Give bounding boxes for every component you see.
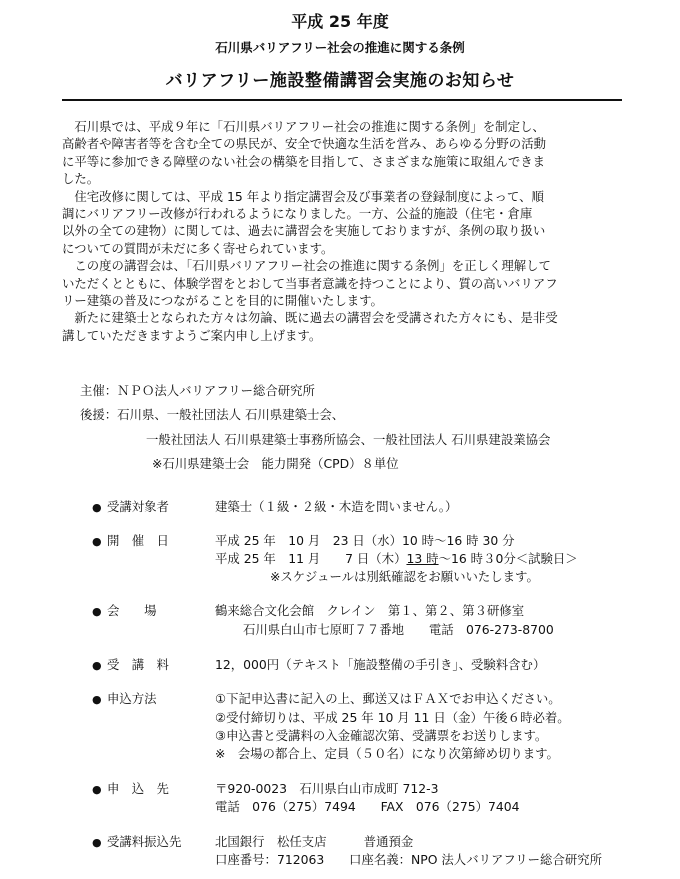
schedule-note: ※スケジュールは別紙確認をお願いいたします。 <box>270 569 539 584</box>
venue-address: 石川県白山市七原町７７番地 電話 076-273-8700 <box>243 622 554 637</box>
sponsor-line-2: 一般社団法人 石川県建築士事務所協会、一般社団法人 石川県建設業協会 <box>146 432 551 447</box>
intro-line: 石川県では、平成９年に「石川県バリアフリー社会の推進に関する条例」を制定し、 <box>62 119 545 134</box>
sponsor-line-1: 後援：石川県、一般社団法人 石川県建築士会、 <box>80 407 345 422</box>
payment-account: 口座番号：712063 口座名義：NPO 法人バリアフリー総合研究所 <box>215 852 603 867</box>
apply-method-step: ②受付締切りは、平成 25 年 10 月 11 日（金）午後６時必着。 <box>215 710 570 725</box>
apply-method-note: ※ 会場の都合上、定員（５０名）になり次第締め切ります。 <box>215 746 559 761</box>
page-title: バリアフリー施設整備講習会実施のお知らせ <box>165 71 515 91</box>
bullet-icon: ● <box>92 659 102 672</box>
intro-line: 調にバリアフリー改修が行われるようになりました。一方、公益的施設（住宅・倉庫 <box>62 205 533 221</box>
bullet-icon: ● <box>92 783 102 796</box>
fiscal-year-heading: 平成 25 年度 <box>291 12 389 31</box>
intro-line: に平等に参加できる障壁のない社会の構築を目指して、さまざまな施策に取組んできま <box>62 153 545 169</box>
intro-line: 講していただきますようご案内申し上げます。 <box>62 327 322 343</box>
intro-line: 以外の全ての建物）に関しては、過去に講習会を実施しておりますが、条例の取り扱い <box>62 223 546 239</box>
payment-label: ● 受講料振込先 <box>92 834 182 849</box>
apply-method-step: ③申込書と受講料の入金確認次第、受講票をお送りします。 <box>215 728 548 743</box>
intro-line: についての質問が未だに多く寄せられています。 <box>62 240 334 256</box>
venue-name: 鶴来総合文化会館 クレイン 第１、第２、第３研修室 <box>215 603 525 618</box>
bullet-icon: ● <box>92 693 102 706</box>
bullet-icon: ● <box>92 836 102 849</box>
apply-to-address: 〒920-0023 石川県白山市成町 712-3 <box>215 781 439 796</box>
venue-label: ● 会 場 <box>92 603 157 618</box>
intro-line: いただくとともに、体験学習をとおして当事者意識を持つことにより、質の高いバリアフ <box>62 275 558 291</box>
fee-label: ● 受 講 料 <box>92 657 169 672</box>
title-divider <box>62 99 622 101</box>
dates-label: ● 開 催 日 <box>92 533 169 548</box>
target-label: ● 受講対象者 <box>92 499 169 514</box>
apply-method-label: ● 申込方法 <box>92 691 157 706</box>
intro-line: リー建築の普及につながることを目的に開催いたします。 <box>62 292 383 308</box>
date-session-2: 平成 25 年 11 月 7 日（木）13 時～16 時３0分＜試験日＞ <box>215 551 578 566</box>
payment-bank: 北国銀行 松任支店 普通預金 <box>215 834 414 849</box>
bullet-icon: ● <box>92 535 102 548</box>
host-organizer: 主催：ＮＰＯ法人バリアフリー総合研究所 <box>80 383 315 398</box>
target-value: 建築士（１級・２級・木造を問いません。） <box>215 499 458 514</box>
cpd-note: ※石川県建築士会 能力開発（CPD）８単位 <box>152 456 399 471</box>
bullet-icon: ● <box>92 501 102 514</box>
date-session-1: 平成 25 年 10 月 23 日（水）10 時～16 時 30 分 <box>215 533 515 548</box>
apply-method-step: ①下記申込書に記入の上、郵送又はＦＡＸでお申込ください。 <box>215 691 561 706</box>
bullet-icon: ● <box>92 605 102 618</box>
apply-to-label: ● 申 込 先 <box>92 781 169 796</box>
intro-line: した。 <box>62 171 100 187</box>
intro-line: 新たに建築士となられた方々は勿論、既に過去の講習会を受講された方々にも、是非受 <box>62 310 558 326</box>
fee-value: 12，000円（テキスト「施設整備の手引き」、受験料含む） <box>215 657 546 672</box>
intro-line: 高齢者や障害者等を含む全ての県民が、安全で快適な生活を営み、あらゆる分野の活動 <box>62 136 546 152</box>
intro-line: 住宅改修に関しては、平成 15 年より指定講習会及び事業者の登録制度によって、順 <box>62 188 544 204</box>
intro-line: この度の講習会は、「石川県バリアフリー社会の推進に関する条例」を正しく理解して <box>62 258 551 274</box>
ordinance-subtitle: 石川県バリアフリー社会の推進に関する条例 <box>215 40 465 55</box>
apply-to-phone-fax: 電話 076（275）7494 FAX 076（275）7404 <box>215 799 520 814</box>
intro-paragraphs <box>62 118 622 344</box>
